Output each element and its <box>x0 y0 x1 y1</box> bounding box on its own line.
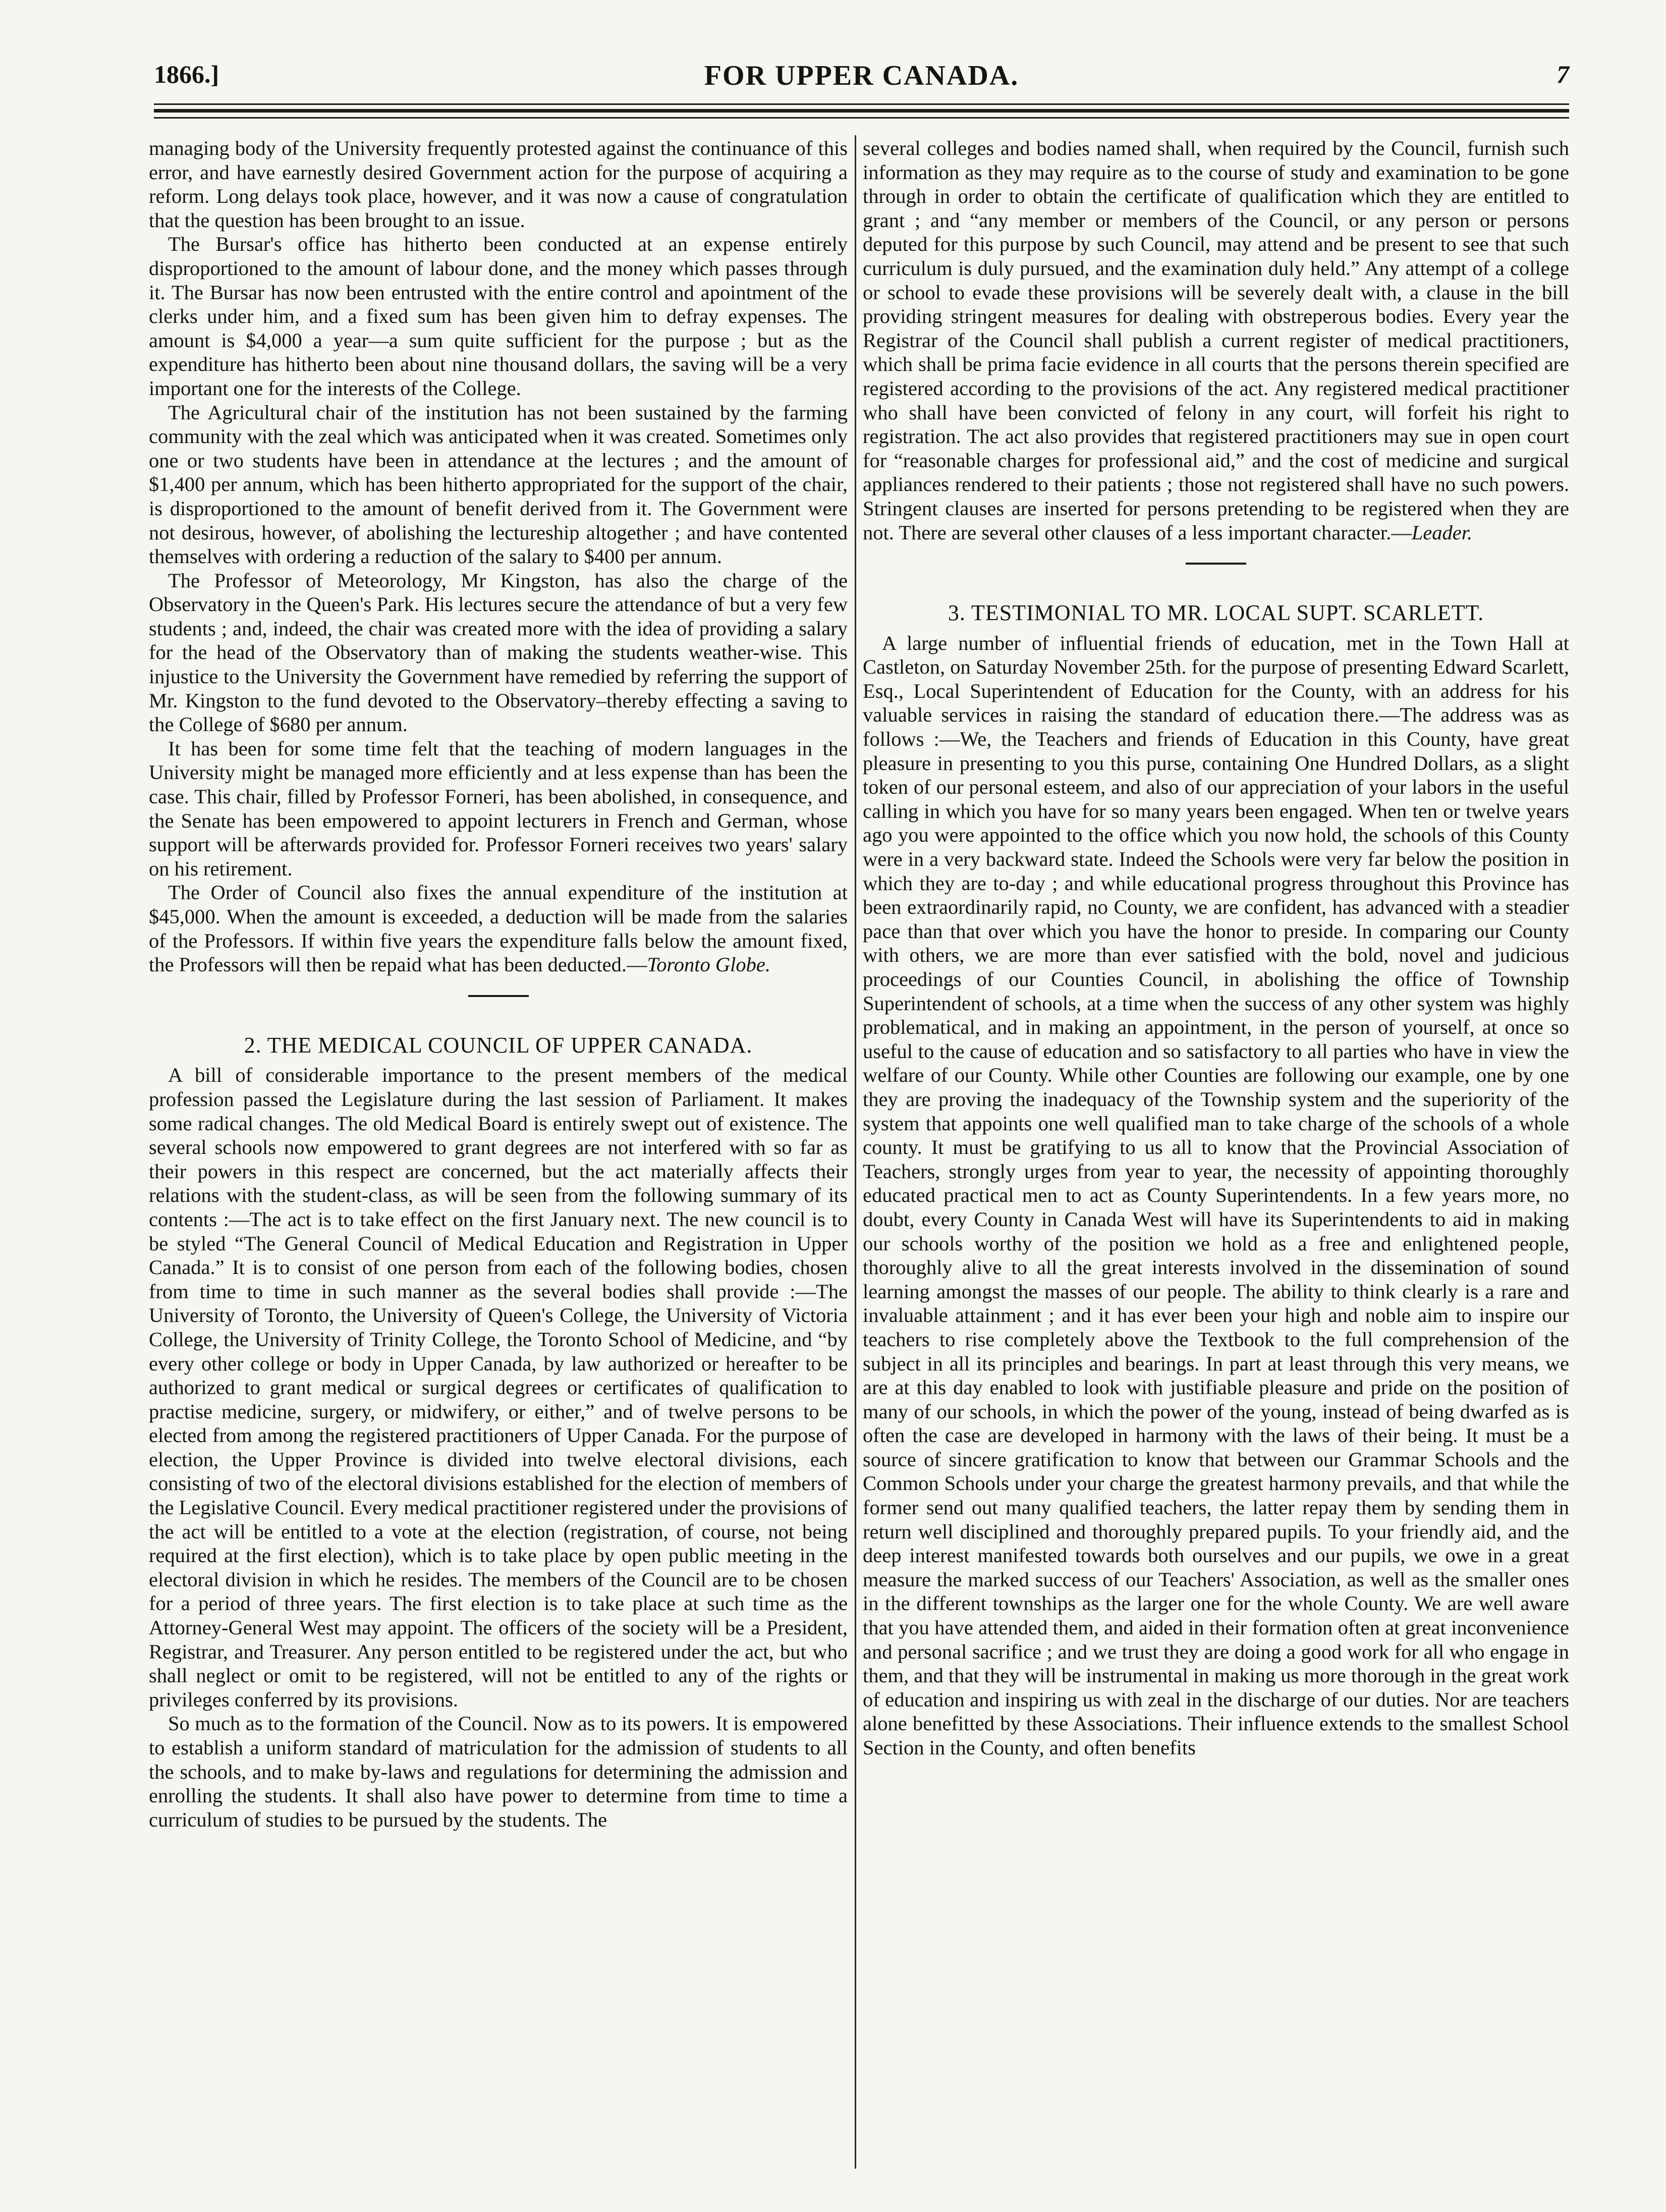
paragraph-text: The Order of Council also fixes the annual expenditure of the institution at $45,000. When the amount is exceeded, a deduction will be made from the salaries of the Professors. If within five years the expenditure falls below the amount fixed, the Professors will then be repaid what has been deducted.— <box>149 881 848 976</box>
column-divider <box>855 135 856 2169</box>
paragraph: The Professor of Meteorology, Mr Kingston, has also the charge of the Observatory in the Queen's Park. His lectures secure the attendance of but a very few students ; and, indeed, the chair was created more with the idea of providing a salary for the head of the Observatory than of making the students weather-wise. This injustice to the University the Government have remedied by referring the support of Mr. Kingston to the fund devoted to the Observatory–thereby effecting a saving to the College of $680 per annum. <box>149 569 848 736</box>
paragraph: The Agricultural chair of the institution has not been sustained by the farming community with the zeal which was anticipated when it was created. Sometimes only one or two students have been in attendance at the lectures ; and the amount of $1,400 per annum, which has been hitherto appropriated for the support of the chair, is disproportioned to the amount of benefit derived from it. The Government were not desirous, however, of abolishing the lectureship altogether ; and have contented themselves with ordering a reduction of the salary to $400 per annum. <box>149 401 848 568</box>
left-column <box>149 136 848 2170</box>
page-header <box>154 60 1569 100</box>
paragraph: managing body of the University frequently protested against the continuance of this error, and have earnestly desired Government action for the purpose of acquiring a reform. Long delays took place, however, and it was now a cause of congratulation that the question has been brought to an issue. <box>149 137 848 232</box>
page-title: FOR UPPER CANADA. <box>704 60 1019 91</box>
source-credit: Toronto Globe. <box>647 953 771 976</box>
paragraph-text: several colleges and bodies named shall, when required by the Council, furnish such information as they may require as to the course of study and examination to be gone through in order to obtain the certificate of qualification which they are entitled to grant ; and “any member or members of the Council, or any person or persons deputed for this purpose by such Council, may attend and be present to see that such curriculum is duly pursued, and the examination duly held.” Any attempt of a college or school to evade these provisions will be severely dealt with, a clause in the bill providing stringent measures for dealing with obstreperous bodies. Every year the Registrar of the Council shall publish a current register of medical practitioners, which shall be prima facie evidence in all courts that the persons therein specified are registered according to the provisions of the act. Any registered medical practitioner who shall have been convicted of felony in any court, will forfeit his right to registration. The act also provides that registered practitioners may sue in open court for “reasonable charges for professional aid,” and the cost of medicine and surgical appliances rendered to their patients ; those not registered shall have no such powers. Stringent clauses are inserted for persons pretending to be registered when they are not. There are several other clauses of a less important character.— <box>863 137 1569 544</box>
paragraph <box>863 136 1569 544</box>
page-year: 1866.] <box>154 60 219 88</box>
source-credit: Leader. <box>1411 521 1473 544</box>
header-rule-thick <box>154 109 1569 113</box>
paragraph: So much as to the formation of the Council. Now as to its powers. It is empowered to establish a uniform standard of matriculation for the admission of students to all the schools, and to make by-laws and regulations for determining the admission and enrolling the students. It shall also have power to determine from time to time a curriculum of studies to be pursued by the students. The <box>149 1712 848 1831</box>
page-number: 7 <box>1557 60 1569 88</box>
section-heading: 2. THE MEDICAL COUNCIL OF UPPER CANADA. <box>244 1032 753 1058</box>
paragraph: It has been for some time felt that the teaching of modern languages in the University might be managed more efficiently and at less expense than has been the case. This chair, filled by Professor Forneri, has been abolished, in consequence, and the Senate has been empowered to appoint lecturers in French and German, whose support will be afterwards provided for. Professor Forneri receives two years' salary on his retirement. <box>149 737 848 880</box>
header-rule-thin <box>154 103 1569 105</box>
paragraph: A large number of influential friends of education, met in the Town Hall at Castleton, on Saturday November 25th. for the purpose of presenting Edward Scarlett, Esq., Local Superintendent of Education for the County, with an address for his valuable services in raising the standard of education there.—The address was as follows :—We, the Teachers and friends of Education in this County, have great pleasure in presenting to you this purse, containing One Hundred Dollars, as a slight token of our personal esteem, and also of our appreciation of your labors in the useful calling in which you have for so many years been engaged. When ten or twelve years ago you were appointed to the office which you now hold, the schools of this County were in a very backward state. Indeed the Schools were very far below the position in which they are to-day ; and while educational progress throughout this Province has been extraordinarily rapid, no County, we are confident, has advanced with a steadier pace than that over which you have the honor to preside. In comparing our County with others, we are more than ever satisfied with the bold, novel and judicious proceedings of our Counties Council, in abolishing the office of Township Superintendent of schools, at a time when the success of any other system was highly problematical, and in making an appointment, in the person of yourself, at once so useful to the cause of education and so satisfactory to all parties who have in view the welfare of our County. While other Counties are following our example, one by one they are proving the inadequacy of the Township system and the superiority of the system that appoints one well qualified man to take charge of the schools of a whole county. It must be gratifying to us all to know that the Provincial Association of Teachers, strongly urges from year to year, the necessity of appointing thoroughly educated practical men to act as County Superintendents. In a few years more, no doubt, every County in Canada West will have its Superintendents to aid in making our schools worthy of the position we hold as a free and enlightened people, thoroughly alive to all the great interests involved in the dissemination of sound learning amongst the masses of our people. The ability to think clearly is a rare and invaluable attainment ; and it has ever been your high and noble aim to inspire our teachers to rise completely above the Textbook to the full comprehension of the subject in all its principles and bearings. In part at least through this very means, we are at this day enabled to look with justifiable pleasure and pride on the position of many of our schools, in which the power of the young, instead of being dwarfed as is often the case are developed in harmony with the laws of their being. It must be a source of sincere gratification to know that between our Grammar Schools and the Common Schools under your charge the greatest harmony prevails, and that while the former send out many qualified teachers, the latter repay them by sending them in return well disciplined and thoroughly prepared pupils. To your friendly aid, and the deep interest manifested towards both ourselves and our pupils, we owe in a great measure the marked success of our Teachers' Association, as well as the smaller ones in the different townships as the larger one for the whole County. We are well aware that you have attended them, and aided in their formation often at great inconvenience and personal sacrifice ; and we trust they are doing a good work for all who engage in them, and that they will be instrumental in making us more thorough in the great work of education and inspiring us with zeal in the discharge of our duties. Nor are teachers alone benefitted by these Associations. Their influence extends to the smallest School Section in the County, and often benefits <box>863 631 1569 1759</box>
paragraph: A bill of considerable importance to the present members of the medical profession passed the Legislature during the last session of Parliament. It makes some radical changes. The old Medical Board is entirely swept out of existence. The several schools now empowered to grant degrees are not interfered with so far as their powers in this respect are concerned, but the act materially affects their relations with the student-class, as will be seen from the following summary of its contents :—The act is to take effect on the first January next. The new council is to be styled “The General Council of Medical Education and Registration in Upper Canada.” It is to consist of one person from each of the following bodies, chosen from time to time in such manner as the several bodies shall provide :—The University of Toronto, the University of Queen's College, the University of Victoria College, the University of Trinity College, the Toronto School of Medicine, and “by every other college or body in Upper Canada, by law authorized or hereafter to be authorized to grant medical or surgical degrees or certificates of qualification to practise medicine, surgery, or midwifery, or either,” and of twelve persons to be elected from among the registered practitioners of Upper Canada. For the purpose of election, the Upper Province is divided into twelve electoral divisions, each consisting of two of the electoral divisions established for the election of members of the Legislative Council. Every medical practitioner registered under the provisions of the act will be entitled to a vote at the election (registration, of course, not being required at the first election), which is to take place by open public meeting in the electoral division in which he resides. The members of the Council are to be chosen for a period of three years. The first election is to take place at such time as the Attorney-General West may appoint. The officers of the society will be a President, Registrar, and Treasurer. Any person entitled to be registered under the act, but who shall neglect or omit to be registered, will not be entitled to any of the rights or privileges conferred by its provisions. <box>149 1064 848 1711</box>
header-rule-bottom <box>154 117 1569 119</box>
paragraph: The Bursar's office has hitherto been conducted at an expense entirely disproportioned to the amount of labour done, and the money which passes through it. The Bursar has now been entrusted with the entire control and apointment of the clerks under him, and a fixed sum has been given him to defray expenses. The amount is $4,000 a year—a sum quite sufficient for the purpose ; but as the expenditure has hitherto been about nine thousand dollars, the saving will be a very important one for the interests of the College. <box>149 233 848 400</box>
section-divider <box>468 995 529 997</box>
right-column <box>863 136 1569 2170</box>
paragraph <box>149 880 848 976</box>
section-heading: 3. TESTIMONIAL TO MR. LOCAL SUPT. SCARLETT. <box>948 600 1484 626</box>
section-divider <box>1186 563 1246 565</box>
